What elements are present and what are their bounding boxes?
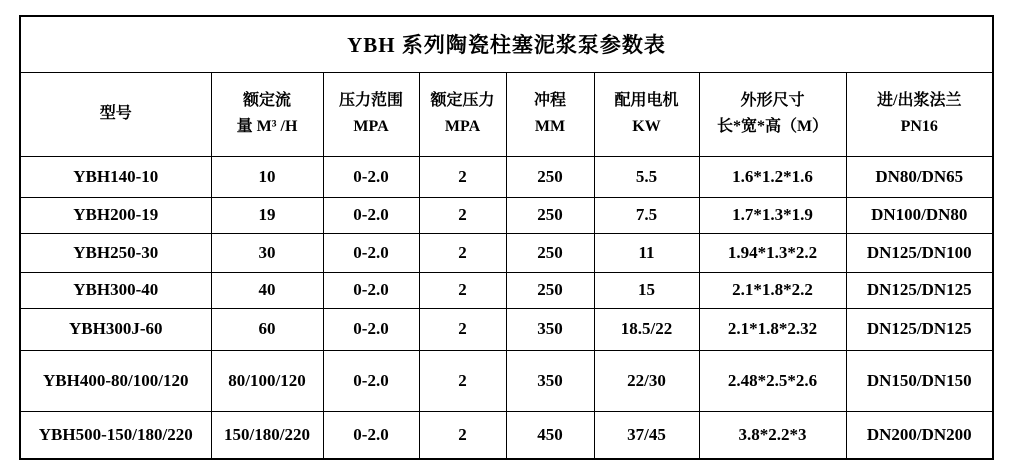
cell-model: YBH140-10 (20, 156, 211, 197)
cell-flange: DN150/DN150 (846, 350, 993, 411)
header-line: 压力范围 (338, 92, 403, 109)
cell-motor: 7.5 (594, 197, 699, 233)
table-row (20, 197, 993, 233)
header-line: 型号 (99, 105, 132, 122)
cell-motor: 5.5 (594, 156, 699, 197)
cell-dimensions: 2.1*1.8*2.32 (699, 308, 846, 350)
cell-motor: 37/45 (594, 411, 699, 459)
cell-flange: DN125/DN100 (846, 233, 993, 272)
cell-rated-flow: 30 (211, 233, 323, 272)
column-header-flange (846, 72, 993, 156)
header-line: 配用电机 (614, 92, 679, 109)
table-row (20, 233, 993, 272)
cell-rated-pressure: 2 (419, 272, 506, 308)
cell-motor: 22/30 (594, 350, 699, 411)
cell-model: YBH200-19 (20, 197, 211, 233)
cell-dimensions: 1.7*1.3*1.9 (699, 197, 846, 233)
table-title: YBH 系列陶瓷柱塞泥浆泵参数表 (20, 16, 993, 72)
cell-model: YBH250-30 (20, 233, 211, 272)
cell-stroke: 450 (506, 411, 594, 459)
cell-pressure-range: 0-2.0 (323, 233, 419, 272)
column-header-rated-flow (211, 72, 323, 156)
table-header-row (20, 72, 993, 156)
header-line: 进/出浆法兰 (877, 92, 962, 109)
cell-rated-pressure: 2 (419, 156, 506, 197)
cell-rated-pressure: 2 (419, 308, 506, 350)
cell-rated-flow: 10 (211, 156, 323, 197)
cell-model: YBH300-40 (20, 272, 211, 308)
header-line: 外形尺寸 (740, 92, 805, 109)
header-line: MM (534, 118, 566, 135)
column-header-model (20, 72, 211, 156)
cell-rated-pressure: 2 (419, 197, 506, 233)
cell-flange: DN125/DN125 (846, 272, 993, 308)
cell-pressure-range: 0-2.0 (323, 272, 419, 308)
cell-flange: DN200/DN200 (846, 411, 993, 459)
cell-model: YBH400-80/100/120 (20, 350, 211, 411)
cell-stroke: 250 (506, 197, 594, 233)
table-row (20, 272, 993, 308)
cell-stroke: 250 (506, 272, 594, 308)
cell-stroke: 350 (506, 350, 594, 411)
cell-rated-flow: 80/100/120 (211, 350, 323, 411)
cell-motor: 11 (594, 233, 699, 272)
cell-motor: 18.5/22 (594, 308, 699, 350)
cell-pressure-range: 0-2.0 (323, 156, 419, 197)
cell-rated-flow: 60 (211, 308, 323, 350)
cell-rated-pressure: 2 (419, 411, 506, 459)
pump-parameters-table (19, 15, 994, 460)
cell-pressure-range: 0-2.0 (323, 411, 419, 459)
cell-rated-flow: 150/180/220 (211, 411, 323, 459)
cell-pressure-range: 0-2.0 (323, 308, 419, 350)
cell-model: YBH500-150/180/220 (20, 411, 211, 459)
header-line: 冲程 (533, 92, 566, 109)
header-line: 长*宽*高（M） (716, 118, 829, 135)
cell-pressure-range: 0-2.0 (323, 197, 419, 233)
cell-dimensions: 1.94*1.3*2.2 (699, 233, 846, 272)
column-header-stroke (506, 72, 594, 156)
cell-motor: 15 (594, 272, 699, 308)
header-line: 额定压力 (430, 92, 495, 109)
cell-rated-flow: 40 (211, 272, 323, 308)
cell-pressure-range: 0-2.0 (323, 350, 419, 411)
cell-dimensions: 1.6*1.2*1.6 (699, 156, 846, 197)
cell-flange: DN80/DN65 (846, 156, 993, 197)
cell-flange: DN125/DN125 (846, 308, 993, 350)
table-row (20, 411, 993, 459)
header-line: MPA (444, 118, 481, 135)
cell-dimensions: 2.48*2.5*2.6 (699, 350, 846, 411)
cell-rated-pressure: 2 (419, 350, 506, 411)
column-header-rated-pressure (419, 72, 506, 156)
header-line: PN16 (900, 118, 938, 135)
cell-stroke: 350 (506, 308, 594, 350)
cell-flange: DN100/DN80 (846, 197, 993, 233)
cell-rated-pressure: 2 (419, 233, 506, 272)
cell-dimensions: 2.1*1.8*2.2 (699, 272, 846, 308)
table-row (20, 350, 993, 411)
table-row (20, 308, 993, 350)
cell-model: YBH300J-60 (20, 308, 211, 350)
table-title-row (20, 16, 993, 72)
header-line: 额定流 (242, 92, 291, 109)
header-line: KW (632, 118, 661, 135)
cell-dimensions: 3.8*2.2*3 (699, 411, 846, 459)
header-line: MPA (353, 118, 389, 135)
header-line: 量 M³ /H (236, 118, 298, 135)
table-row (20, 156, 993, 197)
column-header-dimensions (699, 72, 846, 156)
cell-stroke: 250 (506, 233, 594, 272)
column-header-motor (594, 72, 699, 156)
column-header-pressure-range (323, 72, 419, 156)
cell-rated-flow: 19 (211, 197, 323, 233)
cell-stroke: 250 (506, 156, 594, 197)
